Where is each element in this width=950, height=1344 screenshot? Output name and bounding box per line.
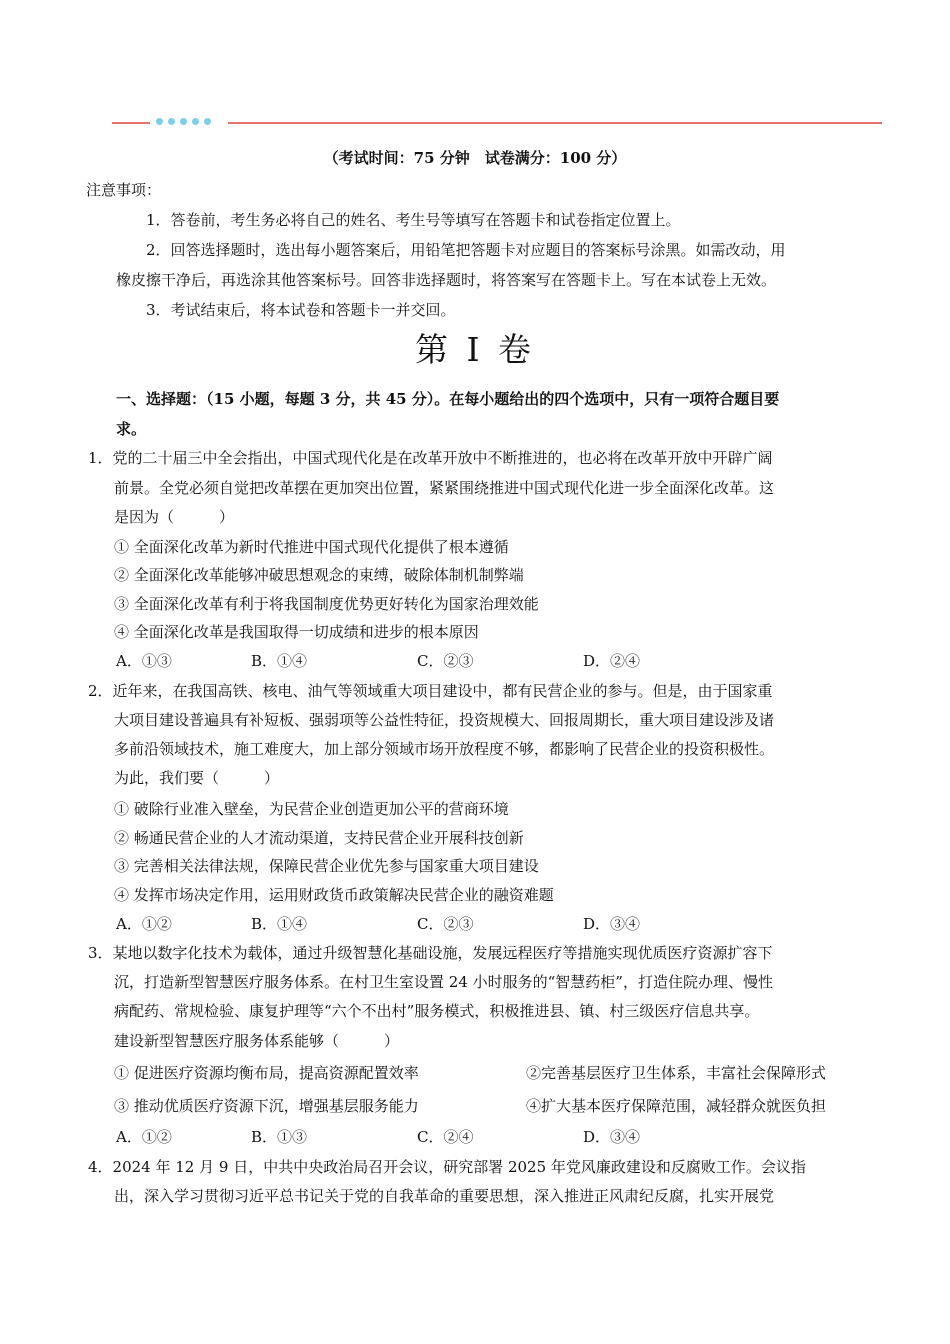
- answer-option-b[interactable]: B．①④: [251, 915, 308, 933]
- answer-option-d[interactable]: D．③④: [583, 915, 641, 933]
- question-stem: 为此，我们要（ ）: [114, 769, 280, 787]
- statement-item: ②完善基层医疗卫生体系，丰富社会保障形式: [526, 1064, 827, 1082]
- notice-item: 1．答卷前，考生务必将自己的姓名、考生号等填写在答题卡和试卷指定位置上。: [146, 211, 681, 229]
- answer-option-c[interactable]: C．②③: [417, 915, 474, 933]
- question-stem: 3．某地以数字化技术为载体，通过升级智慧化基础设施，发展远程医疗等措施实现优质医疗资源扩容下: [88, 944, 773, 962]
- header-decoration: [112, 114, 882, 134]
- question-stem: 沉，打造新型智慧医疗服务体系。在村卫生室设置 24 小时服务的“智慧药柜”，打造住院办理、慢性: [114, 973, 773, 991]
- statement-item: ③ 全面深化改革有利于将我国制度优势更好转化为国家治理效能: [114, 595, 539, 613]
- statement-item: ④扩大基本医疗保障范围，减轻群众就医负担: [526, 1097, 827, 1115]
- statement-item: ① 全面深化改革为新时代推进中国式现代化提供了根本遵循: [114, 538, 509, 556]
- answer-option-b[interactable]: B．①④: [251, 652, 308, 670]
- notice-item: 橡皮擦干净后，再选涂其他答案标号。回答非选择题时，将答案写在答题卡上。写在本试卷上无效。: [116, 271, 777, 289]
- answer-option-d[interactable]: D．③④: [583, 1128, 641, 1146]
- question-stem: 病配药、常规检验、康复护理等“六个不出村”服务模式，积极推进县、镇、村三级医疗信息共享。: [114, 1002, 760, 1020]
- statement-item: ① 促进医疗资源均衡布局，提高资源配置效率: [114, 1064, 419, 1082]
- statement-item: ② 全面深化改革能够冲破思想观念的束缚，破除体制机制弊端: [114, 566, 524, 584]
- notice-title: 注意事项：: [86, 181, 162, 199]
- question-stem: 多前沿领域技术，施工难度大，加上部分领域市场开放程度不够，都影响了民营企业的投资积极性。: [114, 740, 775, 758]
- notice-item: 2．回答选择题时，选出每小题答案后，用铅笔把答题卡对应题目的答案标号涂黑。如需改动，用: [146, 241, 786, 259]
- answer-option-a[interactable]: A．①②: [116, 1128, 172, 1146]
- section-heading: 一、选择题：（15 小题，每题 3 分，共 45 分）。在每小题给出的四个选项中，只有一项符合题目要: [116, 390, 780, 408]
- volume-title: 第 I 卷: [414, 330, 535, 369]
- question-stem: 4．2024 年 12 月 9 日，中共中央政治局召开会议，研究部署 2025 年党风廉政建设和反腐败工作。会议指: [88, 1158, 806, 1176]
- header-dot: [168, 118, 175, 125]
- header-dot: [192, 118, 199, 125]
- statement-item: ④ 发挥市场决定作用，运用财政货币政策解决民营企业的融资难题: [114, 886, 554, 904]
- header-dots: [156, 118, 211, 125]
- statement-item: ② 畅通民营企业的人才流动渠道，支持民营企业开展科技创新: [114, 829, 524, 847]
- header-rule-left: [112, 122, 150, 124]
- question-stem: 大项目建设普遍具有补短板、强弱项等公益性特征，投资规模大、回报周期长，重大项目建设涉及诸: [114, 711, 775, 729]
- answer-option-c[interactable]: C．②④: [417, 1128, 474, 1146]
- question-stem: 出，深入学习贯彻习近平总书记关于党的自我革命的重要思想，深入推进正风肃纪反腐，扎实开展党: [114, 1187, 775, 1205]
- statement-item: ④ 全面深化改革是我国取得一切成绩和进步的根本原因: [114, 623, 479, 641]
- exam-info: （考试时间：75 分钟 试卷满分：100 分）: [323, 149, 627, 167]
- statement-item: ① 破除行业准入壁垒，为民营企业创造更加公平的营商环境: [114, 800, 509, 818]
- header-dot: [180, 118, 187, 125]
- question-stem: 2．近年来，在我国高铁、核电、油气等领域重大项目建设中，都有民营企业的参与。但是，由于国家重: [88, 682, 773, 700]
- notice-item: 3．考试结束后，将本试卷和答题卡一并交回。: [146, 301, 456, 319]
- statement-item: ③ 推动优质医疗资源下沉，增强基层服务能力: [114, 1097, 419, 1115]
- header-rule-right: [228, 122, 882, 124]
- answer-option-a[interactable]: A．①②: [116, 915, 172, 933]
- answer-option-d[interactable]: D．②④: [583, 652, 641, 670]
- answer-option-c[interactable]: C．②③: [417, 652, 474, 670]
- question-stem: 建设新型智慧医疗服务体系能够（ ）: [114, 1032, 400, 1050]
- question-stem: 1．党的二十届三中全会指出，中国式现代化是在改革开放中不断推进的，也必将在改革开放中开辟广阔: [88, 449, 773, 467]
- section-heading-cont: 求。: [116, 420, 147, 438]
- answer-option-b[interactable]: B．①③: [251, 1128, 308, 1146]
- header-dot: [204, 118, 211, 125]
- question-stem: 前景。全党必须自觉把改革摆在更加突出位置，紧紧围绕推进中国式现代化进一步全面深化改革。这: [114, 479, 775, 497]
- question-stem: 是因为（ ）: [114, 508, 235, 526]
- answer-option-a[interactable]: A．①③: [116, 652, 172, 670]
- statement-item: ③ 完善相关法律法规，保障民营企业优先参与国家重大项目建设: [114, 857, 539, 875]
- header-dot: [156, 118, 163, 125]
